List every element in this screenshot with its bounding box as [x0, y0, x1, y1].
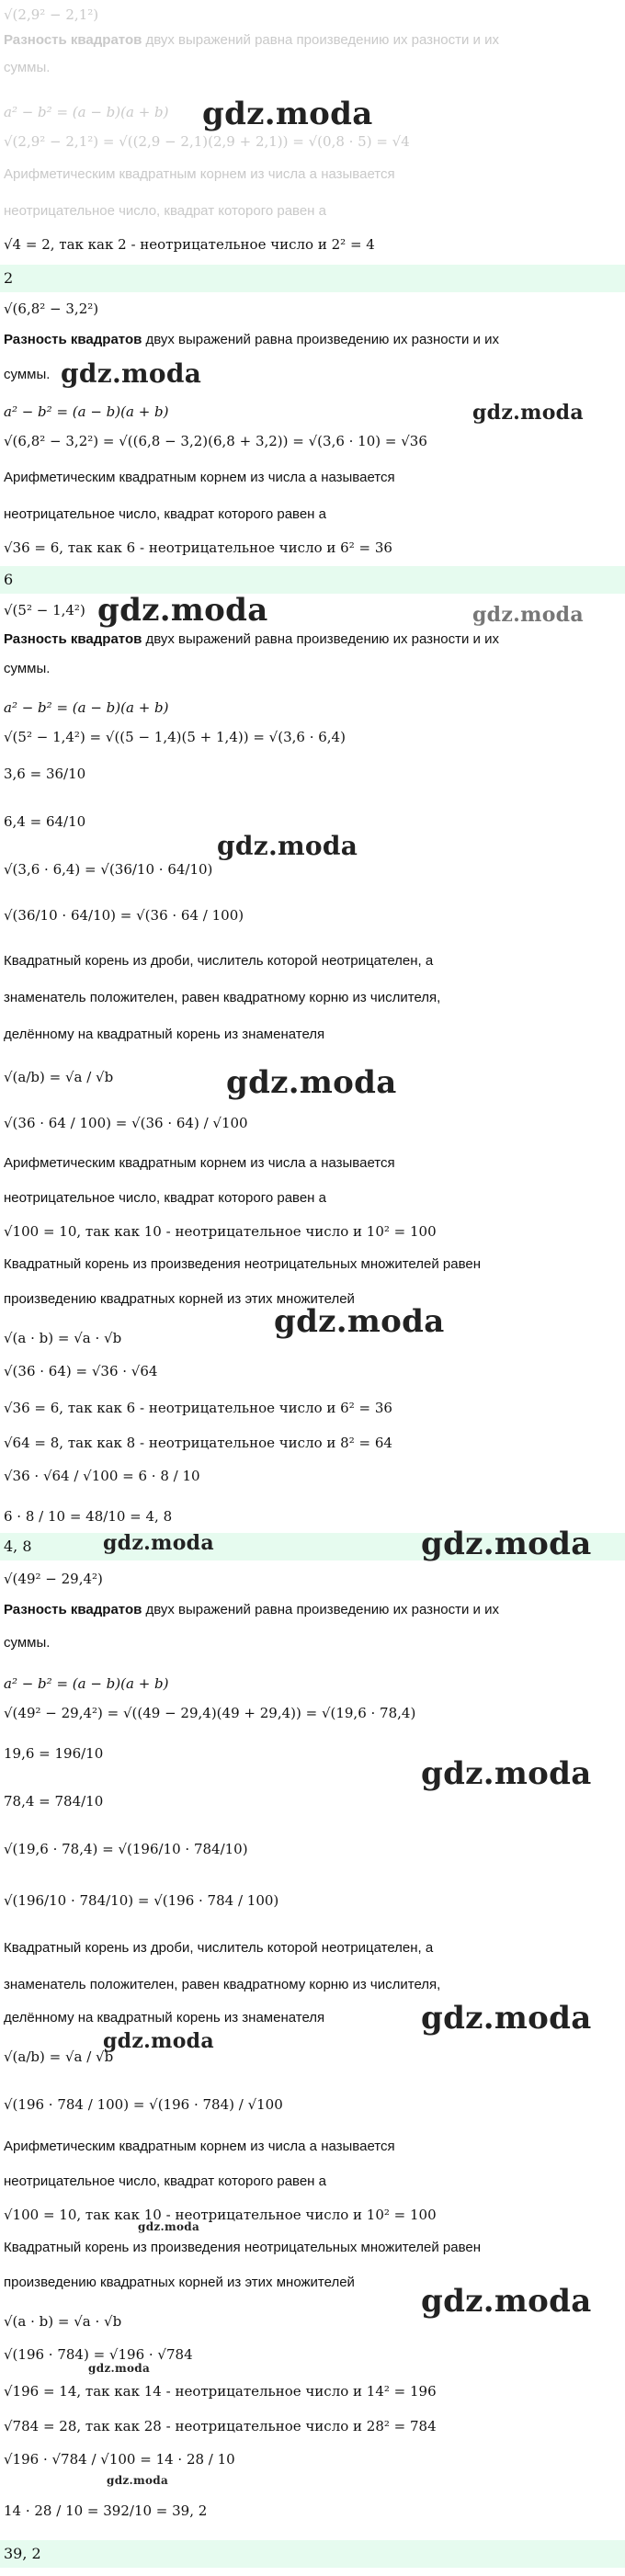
- watermark: gdz.moda: [138, 2220, 200, 2233]
- formula-line: √(196/10 · 784/10) = √(196 · 784 / 100): [4, 1892, 279, 1909]
- watermark: gdz.moda: [274, 1303, 445, 1340]
- formula-line: √100 = 10, так как 10 - неотрицательное число и 10² = 100: [4, 2207, 437, 2223]
- watermark: gdz.moda: [421, 2000, 592, 2037]
- formula-line: √(6,8² − 3,2²) = √((6,8 − 3,2)(6,8 + 3,2)) = √(3,6 · 10) = √36: [4, 433, 427, 449]
- text-line: неотрицательное число, квадрат которого равен a: [4, 203, 326, 219]
- formula-line: 19,6 = 196/10: [4, 1745, 104, 1762]
- formula-line: a² − b² = (a − b)(a + b): [4, 104, 169, 120]
- text-line: Арифметическим квадратным корнем из числа a называется: [4, 166, 395, 182]
- watermark: gdz.moda: [61, 358, 202, 389]
- formula-line: √(2,9² − 2,1²) = √((2,9 − 2,1)(2,9 + 2,1)) = √(0,8 · 5) = √4: [4, 133, 410, 150]
- watermark: gdz.moda: [226, 1064, 397, 1101]
- formula-line: √(5² − 1,4²) = √((5 − 1,4)(5 + 1,4)) = √(3,6 · 6,4): [4, 729, 346, 745]
- text-line: делённому на квадратный корень из знаменателя: [4, 2010, 325, 2026]
- watermark: gdz.moda: [107, 2474, 169, 2487]
- watermark: gdz.moda: [421, 2283, 592, 2320]
- text-line: знаменатель положителен, равен квадратному корню из числителя,: [4, 1977, 441, 1992]
- expression-line: √(5² − 1,4²): [4, 602, 85, 618]
- text-line: [4, 630, 499, 649]
- watermark: gdz.moda: [217, 831, 358, 861]
- formula-line: √(36 · 64) = √36 · √64: [4, 1363, 158, 1379]
- text-span: двух выражений равна произведению их разности и их: [142, 32, 499, 48]
- formula-line: 6,4 = 64/10: [4, 813, 86, 830]
- text-line: суммы.: [4, 1635, 51, 1651]
- formula-line: √4 = 2, так как 2 - неотрицательное число и 2² = 4: [4, 236, 375, 253]
- formula-line: √(a · b) = √a · √b: [4, 2313, 122, 2330]
- formula-line: √784 = 28, так как 28 - неотрицательное число и 28² = 784: [4, 2418, 437, 2434]
- formula-line: √36 · √64 / √100 = 6 · 8 / 10: [4, 1468, 200, 1484]
- bold-term: Разность квадратов: [4, 32, 142, 48]
- formula-line: √(49² − 29,4²) = √((49 − 29,4)(49 + 29,4)) = √(19,6 · 78,4): [4, 1705, 416, 1721]
- expression-line: √(49² − 29,4²): [4, 1571, 103, 1587]
- formula-line: √64 = 8, так как 8 - неотрицательное число и 8² = 64: [4, 1435, 392, 1451]
- expression-line: √(2,9² − 2,1²): [4, 6, 99, 23]
- watermark: gdz.moda: [472, 401, 584, 425]
- text-line: Квадратный корень из произведения неотрицательных множителей равен: [4, 2240, 482, 2255]
- text-line: Арифметическим квадратным корнем из числа a называется: [4, 470, 395, 485]
- answer-value: 6: [4, 571, 14, 588]
- formula-line: 3,6 = 36/10: [4, 766, 86, 782]
- text-line: неотрицательное число, квадрат которого равен a: [4, 1190, 326, 1206]
- text-line: произведению квадратных корней из этих множителей: [4, 2275, 355, 2290]
- answer-bar: [0, 265, 625, 292]
- formula-line: √(a/b) = √a / √b: [4, 2048, 114, 2065]
- formula-line: a² − b² = (a − b)(a + b): [4, 699, 169, 716]
- watermark: gdz.moda: [202, 96, 373, 132]
- text-line: [4, 31, 499, 50]
- expression-line: √(6,8² − 3,2²): [4, 301, 99, 317]
- watermark: gdz.moda: [421, 1755, 592, 1792]
- watermark: gdz.moda: [97, 592, 268, 629]
- answer-value: 2: [4, 269, 14, 287]
- formula-line: √(19,6 · 78,4) = √(196/10 · 784/10): [4, 1841, 248, 1857]
- formula-line: 6 · 8 / 10 = 48/10 = 4, 8: [4, 1508, 173, 1525]
- text-line: суммы.: [4, 60, 51, 75]
- watermark: gdz.moda: [103, 1531, 214, 1555]
- formula-line: √(36/10 · 64/10) = √(36 · 64 / 100): [4, 907, 244, 924]
- text-line: Арифметическим квадратным корнем из числа a называется: [4, 1155, 395, 1171]
- bold-term: Разность квадратов: [4, 1602, 142, 1617]
- formula-line: √(3,6 · 6,4) = √(36/10 · 64/10): [4, 861, 213, 878]
- text-span: двух выражений равна произведению их разности и их: [142, 332, 499, 347]
- watermark: gdz.moda: [421, 1526, 592, 1562]
- answer-value: 4, 8: [4, 1538, 32, 1555]
- watermark: gdz.moda: [472, 603, 584, 627]
- text-line: делённому на квадратный корень из знаменателя: [4, 1027, 325, 1042]
- text-line: [4, 1601, 499, 1619]
- formula-line: 14 · 28 / 10 = 392/10 = 39, 2: [4, 2502, 208, 2519]
- text-line: Арифметическим квадратным корнем из числа a называется: [4, 2139, 395, 2154]
- answer-bar: [0, 566, 625, 594]
- formula-line: √(a/b) = √a / √b: [4, 1069, 114, 1085]
- formula-line: √(196 · 784) = √196 · √784: [4, 2346, 193, 2363]
- text-span: двух выражений равна произведению их разности и их: [142, 1602, 499, 1617]
- answer-value: 39, 2: [4, 2545, 41, 2562]
- text-line: Квадратный корень из дроби, числитель которой неотрицателен, а: [4, 1940, 434, 1956]
- formula-line: √196 = 14, так как 14 - неотрицательное число и 14² = 196: [4, 2383, 437, 2400]
- formula-line: a² − b² = (a − b)(a + b): [4, 403, 169, 420]
- watermark: gdz.moda: [88, 2362, 151, 2375]
- formula-line: 78,4 = 784/10: [4, 1793, 104, 1810]
- watermark: gdz.moda: [103, 2029, 214, 2053]
- bold-term: Разность квадратов: [4, 332, 142, 347]
- answer-bar: [0, 2540, 625, 2568]
- text-line: Квадратный корень из дроби, числитель которой неотрицателен, а: [4, 953, 434, 969]
- bold-term: Разность квадратов: [4, 631, 142, 647]
- formula-line: √36 = 6, так как 6 - неотрицательное число и 6² = 36: [4, 1400, 392, 1416]
- formula-line: a² − b² = (a − b)(a + b): [4, 1675, 169, 1692]
- text-line: суммы.: [4, 661, 51, 676]
- formula-line: √(a · b) = √a · √b: [4, 1330, 122, 1346]
- formula-line: √100 = 10, так как 10 - неотрицательное число и 10² = 100: [4, 1223, 437, 1240]
- text-line: Квадратный корень из произведения неотрицательных множителей равен: [4, 1256, 482, 1272]
- text-line: неотрицательное число, квадрат которого равен a: [4, 506, 326, 522]
- text-line: знаменатель положителен, равен квадратному корню из числителя,: [4, 990, 441, 1005]
- text-span: двух выражений равна произведению их разности и их: [142, 631, 499, 647]
- formula-line: √196 · √784 / √100 = 14 · 28 / 10: [4, 2451, 235, 2468]
- formula-line: √(196 · 784 / 100) = √(196 · 784) / √100: [4, 2096, 283, 2113]
- formula-line: √(36 · 64 / 100) = √(36 · 64) / √100: [4, 1115, 248, 1131]
- text-line: произведению квадратных корней из этих множителей: [4, 1291, 355, 1307]
- text-line: [4, 331, 499, 349]
- formula-line: √36 = 6, так как 6 - неотрицательное число и 6² = 36: [4, 539, 392, 556]
- text-line: неотрицательное число, квадрат которого равен a: [4, 2173, 326, 2189]
- text-line: суммы.: [4, 367, 51, 382]
